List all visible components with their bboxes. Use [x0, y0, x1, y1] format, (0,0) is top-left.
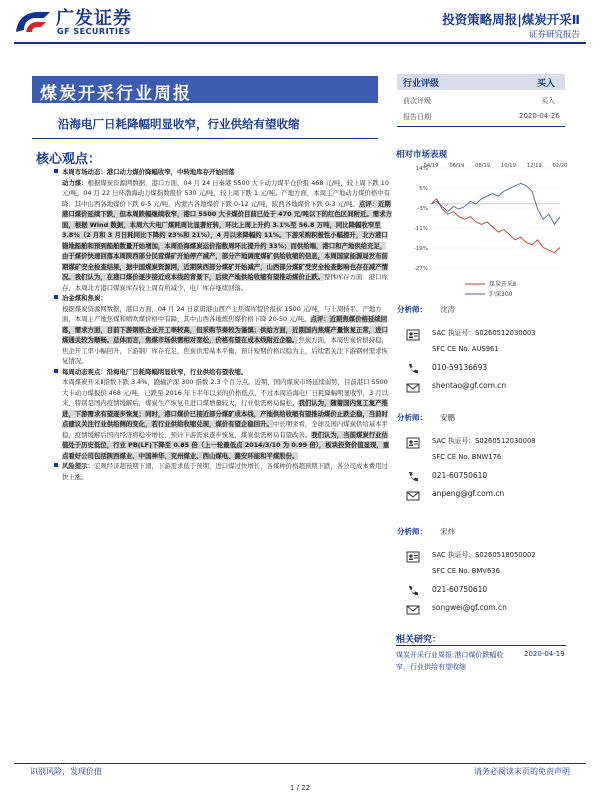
analyst-phone: 010-59136693 — [432, 363, 488, 372]
footer-slogan: 识别风险，发现价值 — [30, 767, 102, 776]
report-date-label: 报告日期 — [403, 113, 431, 121]
analyst-label: 分析师： — [397, 413, 427, 422]
series-line-0 — [431, 199, 560, 253]
title-divider — [32, 138, 378, 139]
email-icon — [406, 602, 420, 621]
text-run: 每周动态观点：沿海电厂日耗降幅明显收窄，行业供给有望收缩。 — [62, 367, 248, 376]
email-icon — [406, 488, 420, 507]
x-tick-label: 10/19 — [500, 163, 516, 169]
footer-divider — [14, 763, 586, 764]
text-segment — [62, 368, 389, 460]
id-card-icon — [406, 327, 420, 346]
page-number: 1 / 22 — [289, 784, 311, 792]
text-run: 点评：近期焦煤价格延续回落，需求方面，目前下游钢铁企业开工率较高，但采购节奏较为谨慎；供给方面，近期国内焦煤产量恢复正常，进口煤通关较为顺畅。总体而言，焦煤市场供需相对宽松，价格有望在成本线附近企稳。 — [62, 315, 388, 344]
previous-rating-label: 前次评级 — [403, 97, 431, 105]
bullet-square-icon — [54, 169, 58, 173]
related-research-date: 2020-04-19 — [524, 650, 565, 658]
analyst-sfc-number: SFC CE No. AUS961 — [432, 345, 499, 353]
phone-icon — [406, 583, 420, 602]
text-segment — [62, 168, 392, 292]
text-run: 中长期来看，全球及国内煤炭供给基本平稳，疫情缓解后国内经济将稳步增长，预计下游需求逐步恢复，煤炭供需格局有望改善。 — [62, 420, 388, 439]
x-tick-label: 04/19 — [423, 163, 439, 169]
x-tick-label: 06/19 — [449, 163, 465, 169]
id-card-icon — [406, 435, 420, 454]
bullet-square-icon — [54, 369, 58, 373]
weekly-view-paragraph — [62, 367, 392, 462]
phone-icon — [406, 469, 420, 488]
legend-label: 煤炭开采Ⅱ — [489, 281, 516, 288]
y-tick-label: -11% — [413, 226, 428, 232]
text-run: 我们认为，当前煤炭行业估值处于历史低位，行业 PB(LF)下降至 0.85 倍（上一轮最低点 2014/3/10 为 0.99 倍），板块投资价值显现，重点看好公司包括陕西煤业、中国神华、兖州煤业、西山煤电、潞安环能和平煤股份。 — [62, 430, 390, 460]
analyst-sac-number: SAC 执证号：S0260518050002 — [432, 551, 536, 559]
analyst-label: 分析师： — [397, 305, 427, 314]
analyst-name: 安鹏 — [440, 413, 455, 422]
header-title: 投资策略周报|煤炭开采Ⅱ — [442, 12, 580, 27]
related-divider — [396, 645, 566, 646]
related-research-heading: 相关研究： — [396, 635, 442, 645]
footer-disclaimer: 请务必阅读末页的免责声明 — [474, 767, 570, 776]
coking-coal-paragraph — [62, 293, 392, 367]
analyst-name: 宋炜 — [440, 527, 455, 536]
text-run: 冶金煤和焦炭： — [62, 294, 107, 302]
core-views-body — [62, 167, 392, 482]
text-segment — [62, 294, 388, 365]
text-run: 本周煤炭开采Ⅱ指数下跌 3.4%，跑输沪深 300 指数 2.3 个百分点。近期，国内煤炭市场延续弱势，目前港口 5500 大卡动力煤报价 468 元/吨，已跌至 2016 年下半年以来的价格低点，不过本周沿海电厂日耗降幅明显收窄，3 月以来，特别是国内疫情缓解后，煤炭生产恢复且进口煤增量较大，行业供需格局偏松。 — [62, 378, 389, 407]
y-tick-label: -3% — [417, 206, 428, 212]
text-run: 整体库存方面：港口库存，本周北方港口煤炭库存较上周有所减少，电厂库存继续回落。 — [62, 273, 388, 292]
analyst-email[interactable]: shentao@gf.com.cn — [432, 381, 507, 390]
text-run: 焦炭方面，本周焦炭价格持稳，焦企开工率小幅回升，下游钢厂库存充足，焦炭供需基本平衡，预计短期价格以稳为主，后续需关注下游钢材需求恢复情况。 — [62, 336, 388, 365]
text-run: 点评：近期港口煤价延续下跌，但本周跌幅继续收窄，港口 5500 大卡煤价目前已处于 470 元/吨以下的红色区间附近。需求方面，根据 Wind 数据，本周六大电厂煤耗周比显著好转，环比上周上升约 3.1%至 56.8 万吨，同比降幅收窄至 3.8%（2 月和 3 月日耗同比下降约 23%和 21%），4 月以来降幅约 11%。下游采购积极性小幅提升，北方港口锚地船舶和预到船舶数量开始增加，本周沿海煤炭运价指数周环比提升约 33%；而供给端，港口和产地供给充足，由于煤价快速回落本周陕西部分民营煤矿开始停产减产，部分产地调度煤矿供给收缩的信息，本周国家能源局发布前期煤矿安全检查结果，据中国煤炭资源网，近期陕西部分煤矿开始减产，山西部分煤矿受安全检查影响也存在减产情况。我们认为，在港口煤价逐步接近成本线的背景下，后续产地供给收缩有望推动煤价止跌。 — [62, 199, 392, 281]
header-subtitle: 证券研究报告 — [528, 30, 580, 40]
analyst-phone: 021-60750610 — [432, 471, 488, 480]
risk-text: 宏观经济超预期下滑，下游需求低于预期，进口煤过快增长，各煤种价格超预期下跌，各公司成本费用过快上涨。 — [62, 462, 388, 481]
risk-paragraph — [62, 461, 392, 482]
phone-icon — [406, 361, 420, 380]
bullet-square-icon — [54, 295, 58, 299]
text-run: 根据煤炭资源网数据，港口方面，04 月 24 日秦港 5500 大卡动力煤平仓价报 468 元/吨，较上周下跌 10 元/吨，04 月 22 日环渤海动力煤指数报价 530 元/吨，较上周下跌 1 元/吨。产地方面，本周主产地动力煤价格中有降；其中山西各地煤价下跌 0-5 元/吨，内蒙古各地煤价下跌 0-12 元/吨，陕西各地煤价下跌 0-3 元/吨。 — [62, 178, 391, 208]
analyst-phone: 021-60750610 — [432, 585, 488, 594]
text-run: 本周市场动态：港口动力煤价降幅收窄，中转地库存开始回落 — [62, 168, 235, 176]
x-tick-label: 08/19 — [475, 163, 491, 169]
rating-divider — [397, 126, 565, 127]
related-research-link[interactable]: 煤炭开采行业周报:港口煤价跌幅收窄，行业供给有望收缩 — [396, 651, 504, 671]
performance-heading: 相对市场表现 — [396, 150, 448, 160]
risk-label: 风险提示： — [62, 462, 94, 470]
relative-performance-chart — [405, 160, 568, 320]
analyst-email[interactable]: songwei@gf.com.cn — [432, 603, 507, 612]
analyst-label: 分析师： — [397, 527, 427, 536]
text-run: 我们认为，随着国内复工复产推进，下游需求有望逐步恢复；同时，港口煤价已接近部分煤矿成本线，产地供给收缩有望推动煤价止跌企稳，当前时点建议关注行业供给侧的变化，若行业供给收缩兑现，煤价有望企稳回升。 — [62, 399, 388, 428]
report-subtitle: 沿海电厂日耗降幅明显收窄，行业供给有望收缩 — [58, 117, 300, 131]
y-tick-label: -27% — [413, 266, 428, 272]
x-tick-label: 02/20 — [552, 163, 568, 169]
text-run: 动力煤： — [62, 178, 88, 187]
report-date-value: 2020-04-26 — [519, 112, 560, 120]
y-tick-label: 5% — [419, 186, 428, 192]
id-card-icon — [406, 549, 420, 568]
report-title: 煤炭开采行业周报 — [40, 84, 192, 104]
header-divider — [14, 42, 586, 44]
y-tick-label: -19% — [413, 246, 428, 252]
analyst-email[interactable]: anpeng@gf.com.cn — [432, 489, 505, 498]
analyst-sac-number: SAC 执证号：S0260512030008 — [432, 437, 536, 445]
brand-name: 广发证券 — [56, 8, 132, 29]
brand-name-en: GF SECURITIES — [57, 27, 131, 36]
analyst-sfc-number: SFC CE No. BNW176 — [432, 453, 502, 461]
rating-value: 买入 — [537, 79, 556, 89]
email-icon — [406, 380, 420, 399]
rating-label: 行业评级 — [403, 79, 440, 89]
text-run: 根据煤炭资源网数据，港口方面，04 月 24 日京唐港山西产主焦煤库提价报价 1500 元/吨，与上周持平。产地方面，本周主产地焦煤和喷吹煤价格中有降，其中山西各地炼焦煤价格下降 20-50 元/吨。 — [62, 304, 382, 323]
core-views-heading: 核心观点： — [36, 152, 102, 167]
bullet-square-icon — [54, 463, 58, 467]
y-tick-label: 14% — [415, 166, 428, 172]
x-tick-label: 12/19 — [526, 163, 542, 169]
previous-rating-value: 买入 — [541, 97, 555, 105]
legend-label: 沪深300 — [489, 291, 513, 298]
analyst-name: 沈涛 — [440, 305, 455, 314]
gf-logo-icon — [14, 8, 54, 36]
analyst-sfc-number: SFC CE No. BMV636 — [432, 567, 500, 575]
market-dynamics-paragraph — [62, 167, 392, 293]
analyst-sac-number: SAC 执证号：S0260512030003 — [432, 329, 536, 337]
